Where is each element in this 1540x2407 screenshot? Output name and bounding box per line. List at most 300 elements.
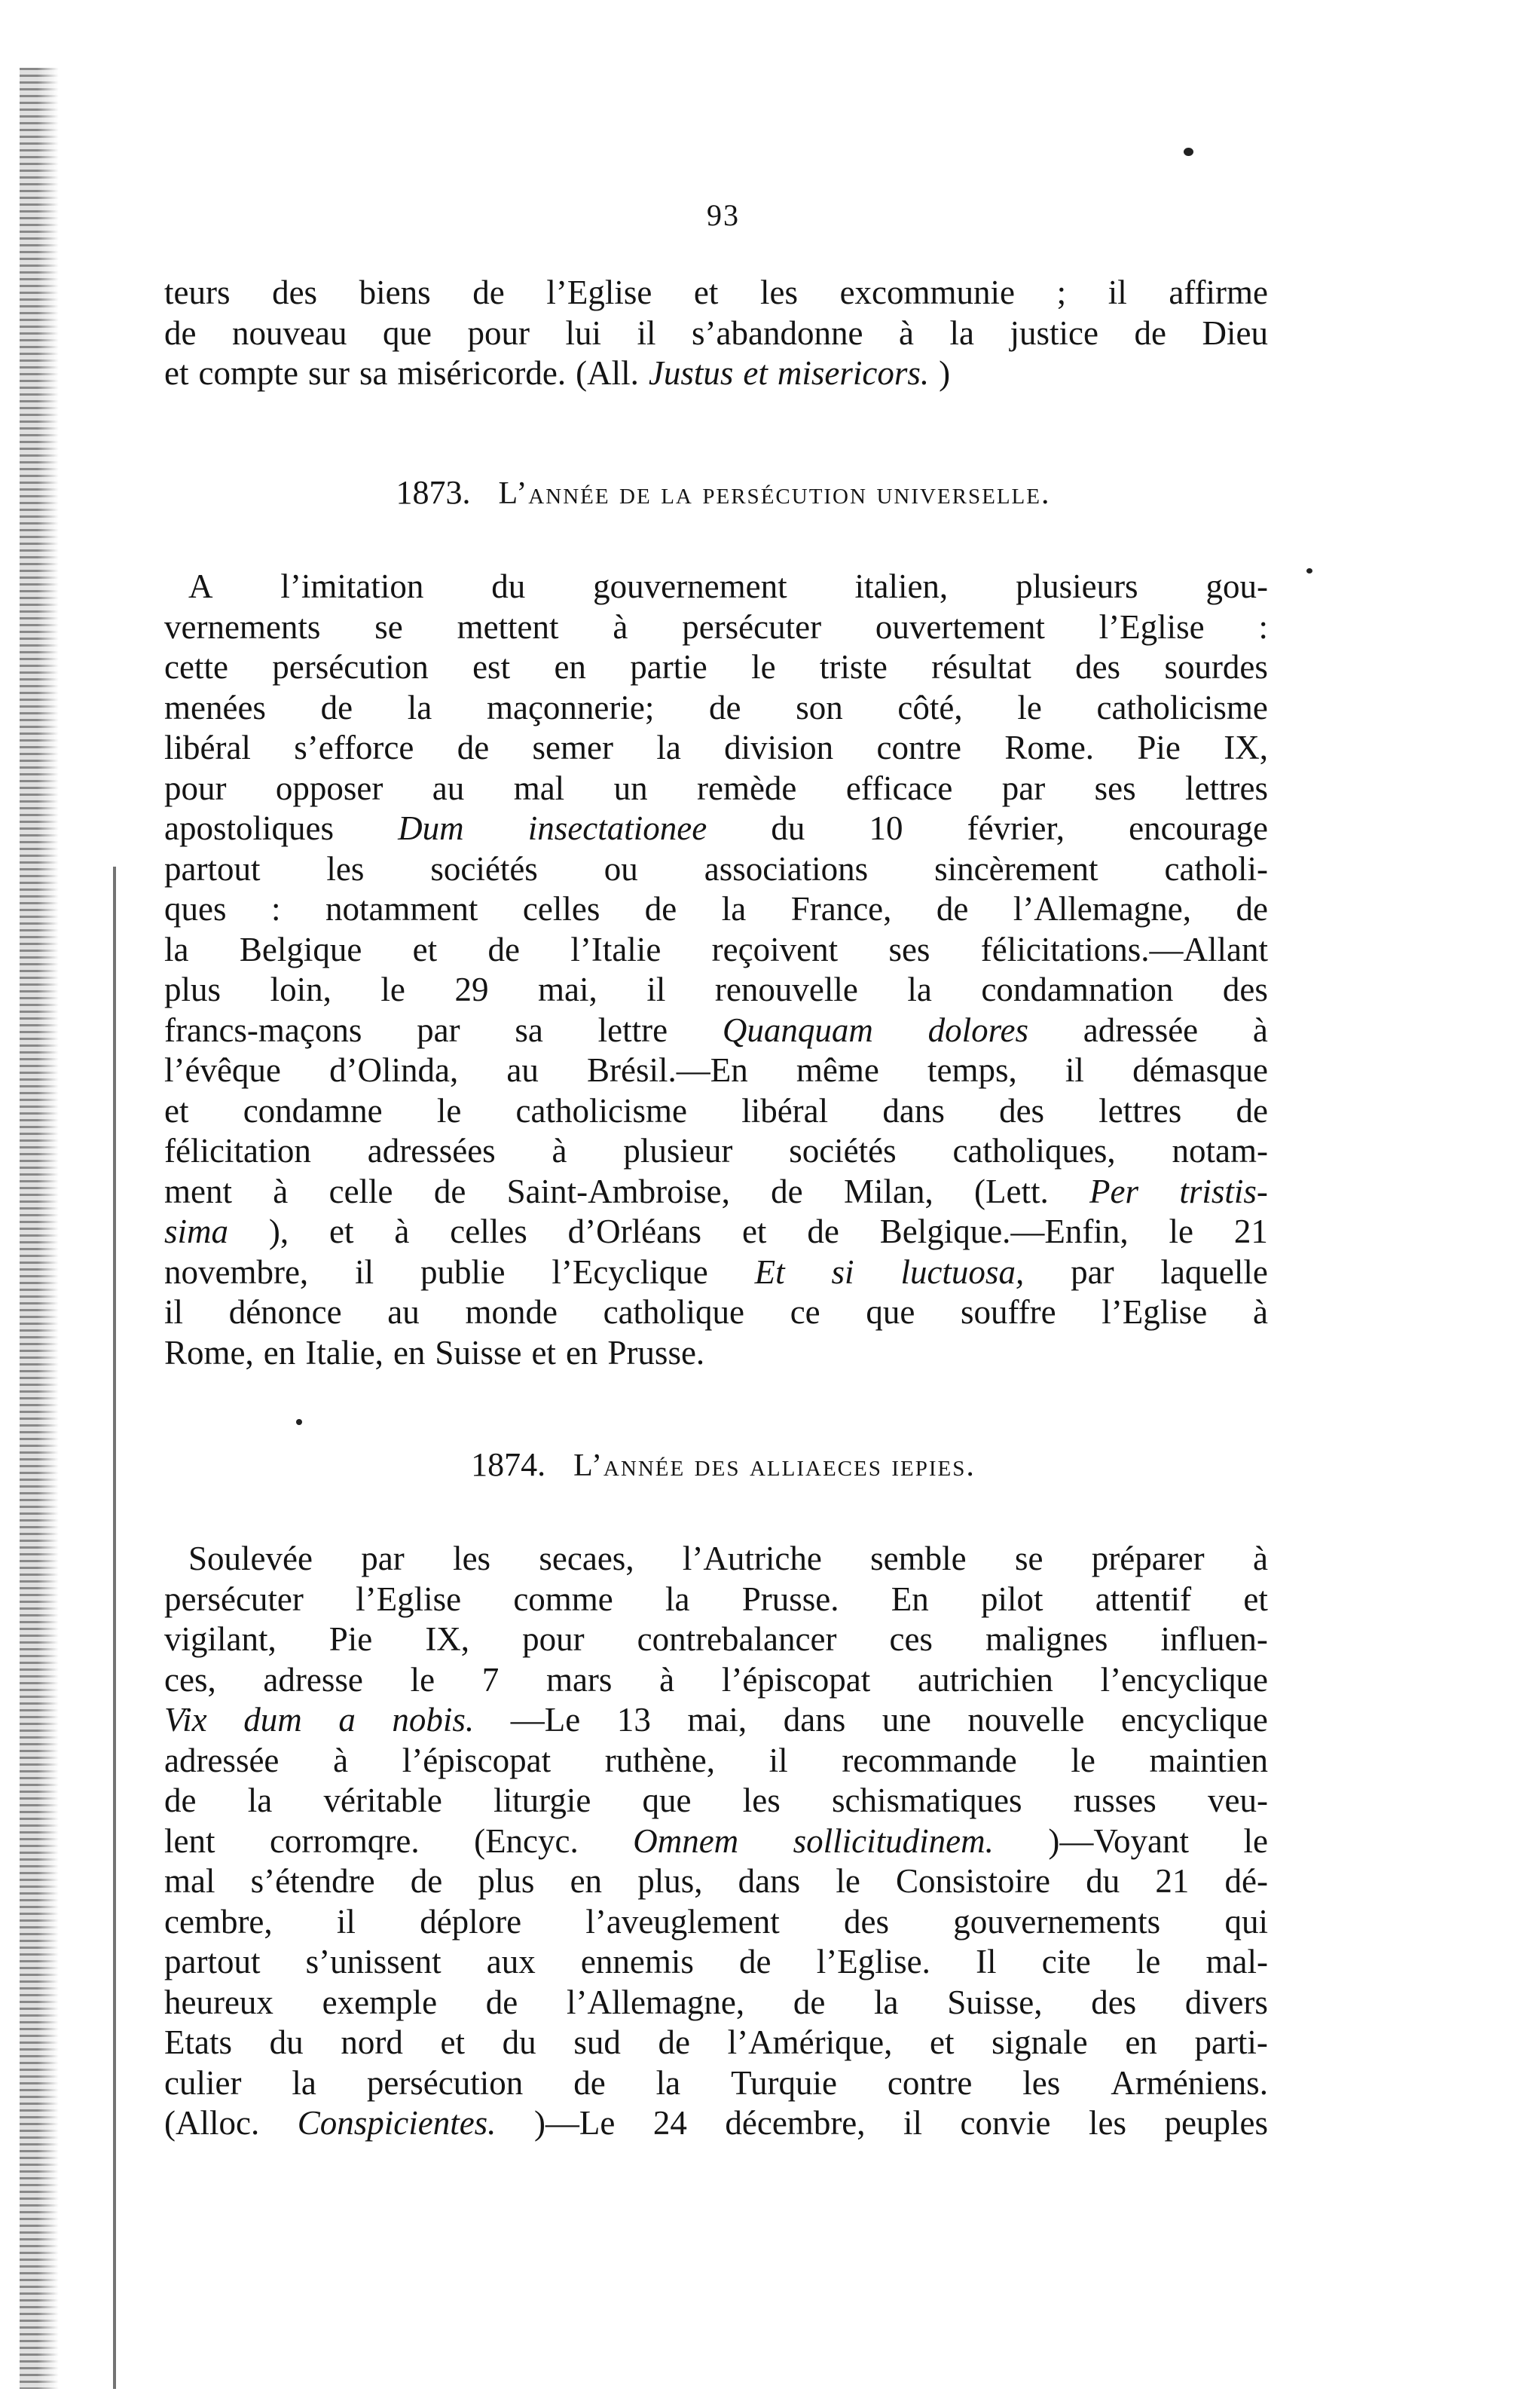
word: libéral [741,1091,829,1130]
word: Quanquam [722,1011,873,1049]
word: persécuter [164,1580,304,1618]
word: notamment [325,890,478,928]
word: en [393,1333,426,1372]
word: attentif [1095,1580,1192,1618]
word: novembre, [164,1252,309,1291]
word: 13 [616,1701,651,1739]
word: de [164,1782,197,1819]
word: les [453,1540,491,1577]
text-line [164,1580,1268,1620]
word: remède [696,769,797,807]
word: même [796,1051,879,1089]
word: : [1258,607,1268,646]
word: lettres [1098,1091,1182,1130]
word: gouvernement [593,567,787,605]
word: Vix [164,1701,207,1739]
word: à [613,607,628,646]
word: les [742,1782,781,1819]
word: aux [486,1943,536,1980]
section-title: L’année de la persécution universelle. [498,476,1051,511]
word: cite [1041,1943,1091,1980]
word: nobis. [392,1701,475,1739]
word: à [1252,1293,1268,1331]
word: de [644,890,677,928]
word: de [709,688,741,726]
word: la [949,313,974,352]
word: il [903,2104,923,2142]
word: lui [565,313,601,352]
word: Consistoire [896,1862,1051,1900]
text-line [164,889,1268,930]
word: et [329,1213,354,1250]
word: de [936,890,969,928]
word: compte [198,354,298,392]
word: heureux [164,1983,273,2021]
word: pilot [980,1580,1043,1618]
word: condamne [243,1091,383,1130]
word: le [1243,1821,1268,1860]
word: plusieur [623,1132,733,1170]
word: Dum [398,809,464,847]
word: Rome, [164,1333,254,1372]
word: gou- [1205,567,1268,605]
word: au [506,1051,539,1089]
word: Turquie [731,2063,837,2102]
word: mal- [1205,1943,1268,1980]
word: qui [1224,1902,1268,1941]
text-line [164,1861,1268,1902]
word: cembre, [164,1902,273,1941]
word: de [433,1172,466,1210]
word: mal [513,769,565,807]
word: ces, [164,1660,216,1699]
word: 21 [1155,1862,1190,1900]
word: de [739,1943,772,1980]
word: de [1236,1091,1268,1130]
word: il [1065,1051,1084,1089]
word: Suisse, [947,1983,1043,2021]
word: est [472,648,511,686]
word: et [412,930,438,968]
word: maçonnerie; [486,688,655,726]
word: contrebalancer [637,1620,837,1658]
word: et [741,1213,767,1250]
word: de [472,274,505,311]
word: maintien [1149,1741,1268,1779]
text-line [164,1131,1268,1172]
word: de [658,2023,690,2061]
text-line [164,849,1268,890]
word: préparer [1091,1540,1205,1577]
word: côté, [897,688,963,726]
word: dum [243,1701,302,1739]
word: Soulevée [188,1540,313,1577]
word: l’Eglise. [816,1943,930,1980]
word: partie [630,648,707,686]
word: mal [164,1862,215,1900]
word: décembre, [725,2104,866,2142]
word: l’Italie [570,930,662,968]
word: le [751,648,776,686]
word: il [768,1741,788,1779]
word: du [1086,1862,1120,1900]
word: l’Allemagne, [1013,890,1191,928]
word: ques [164,890,227,928]
word: Justus [648,354,734,392]
word: IX, [1224,729,1268,766]
word: Rome. [1004,729,1095,766]
word: de [573,2063,606,2102]
word: à [1253,1540,1268,1577]
section-paragraph-1874 [164,1539,1268,2144]
word: les [1089,2104,1126,2142]
word: de [771,1172,803,1210]
word: il [637,313,656,352]
word: vernements [164,607,321,646]
word: ces [889,1620,933,1658]
word: de [164,313,197,352]
word: France, [790,890,892,928]
word: notam- [1172,1132,1268,1170]
word: l’Eglise [1098,607,1205,646]
word: lettre [597,1011,668,1049]
word: Et [754,1252,785,1291]
word: à [273,1172,289,1210]
text-line [164,970,1268,1011]
word: celles [522,890,600,928]
word: catholicisme [1096,688,1268,726]
word: semble [870,1540,967,1577]
word: en [263,1333,296,1372]
word: laquelle [1160,1252,1268,1291]
word: Il [976,1943,997,1980]
word: 21 [1233,1213,1268,1250]
word: à [394,1213,410,1250]
text-line [164,2023,1268,2063]
word: l’Autriche [682,1540,822,1577]
word: s’étendre [250,1862,375,1900]
text-line [164,607,1268,648]
text-line [164,1741,1268,1782]
word: ) [939,354,951,392]
word: lettres [1185,769,1268,807]
word: Saint-Ambroise, [506,1172,730,1210]
word: ennemis [580,1943,694,1980]
word: à [659,1660,675,1699]
word: des [1222,971,1268,1008]
word: déplore [420,1902,522,1941]
text-line [164,647,1268,688]
word: —Le [510,1701,581,1739]
word: dé- [1224,1862,1268,1900]
word: influen- [1160,1620,1268,1658]
word: des [272,274,318,311]
word: la [656,729,681,766]
text-line [164,1252,1268,1293]
section-heading-1874 [0,1445,1447,1484]
word: se [374,607,403,646]
text-line [164,353,1268,394]
word: de [320,688,353,726]
word: l’Eglise [1102,1293,1208,1331]
word: semer [532,729,613,766]
word: du [771,809,805,847]
word: l’évêque [164,1051,281,1089]
word: loin, [270,971,332,1008]
word: adressées [367,1132,496,1170]
text-line [164,1983,1268,2023]
word: en [570,1862,603,1900]
word: ou [603,849,638,888]
word: a [338,1701,356,1739]
text-line [164,1700,1268,1741]
word: apostoliques [164,809,334,847]
word: dénonce [228,1293,342,1331]
word: la [874,1983,899,2021]
intro-paragraph [164,273,1268,394]
word: nouvelle [967,1701,1085,1739]
word: partout [164,849,261,888]
text-line [164,1011,1268,1051]
word: (Lett. [974,1172,1049,1210]
word: à [1252,1011,1268,1049]
word: une [882,1701,931,1739]
word: il [336,1902,356,1941]
word: celle [328,1172,393,1210]
word: l’Amérique, [727,2023,893,2061]
word: (All. [576,354,639,392]
text-line [164,1781,1268,1821]
word: 24 [652,2104,687,2142]
word: dans [882,1091,945,1130]
word: mai, [687,1701,747,1739]
word: félicitation [164,1132,311,1170]
word: par [1071,1252,1114,1291]
word: l’aveuglement [585,1902,780,1941]
word: souffre [960,1293,1056,1331]
word: par [1001,769,1046,807]
word: plus, [637,1862,703,1900]
word: février, [967,809,1065,847]
word: tristis- [1179,1172,1268,1210]
word: Belgique [239,930,362,968]
word: sur [307,354,350,392]
word: plus [478,1862,535,1900]
word: sincèrement [934,849,1098,888]
text-line [164,1942,1268,1983]
word: du [502,2023,536,2061]
word: triste [819,648,888,686]
text-line [164,313,1268,354]
word: convie [960,2104,1051,2142]
word: veu- [1208,1782,1268,1819]
word: la [247,1782,273,1819]
text-line [164,1091,1268,1132]
word: le [1135,1943,1161,1980]
text-line [164,688,1268,729]
word: encourage [1129,809,1268,847]
word: menées [164,688,266,726]
word: catholique [603,1293,745,1331]
word: culier [164,2063,242,2102]
word: et [930,2023,955,2061]
word: pour [467,313,530,352]
word: et [531,1333,556,1372]
word: sud [573,2023,621,2061]
word: peuples [1164,2104,1268,2142]
word: biens [359,274,431,311]
word: reçoivent [711,930,839,968]
word: un [613,769,648,807]
word: l’épiscopat [402,1741,552,1779]
word: Belgique.—Enfin, [879,1213,1129,1250]
word: persécution [366,2063,524,2102]
word: libéral [164,729,251,766]
word: le [410,1660,435,1699]
word: excommunie [839,274,1016,311]
word: Milan, [843,1172,933,1210]
word: se [1014,1540,1043,1577]
word: en [1125,2023,1157,2061]
word: 10 [869,809,903,847]
word: )—Voyant [1048,1821,1190,1860]
word: l’Eglise [356,1580,462,1618]
word: en [565,1333,598,1372]
word: catholi- [1164,849,1268,888]
word: dolores [927,1011,1028,1049]
ink-speck [1184,148,1193,156]
text-line [164,930,1268,971]
word: divers [1184,1983,1268,2021]
word: il [1108,274,1127,311]
section-year: 1874. [471,1446,546,1483]
word: la [721,890,747,928]
word: le [836,1862,860,1900]
word: son [796,688,843,726]
word: le [1169,1213,1194,1250]
word: au [387,1293,420,1331]
word: misericors. [777,354,930,392]
word: et [1243,1580,1268,1618]
word: dans [738,1862,801,1900]
word: contre [887,2063,973,2102]
word: gouvernements [953,1902,1161,1941]
word: des [1075,648,1121,686]
word: celles [450,1213,527,1250]
page-binding-edge [20,68,59,2389]
word: temps, [927,1051,1017,1089]
text-line [164,1539,1268,1580]
word: efficace [845,769,953,807]
word: que [642,1782,692,1819]
word: nord [341,2023,403,2061]
word: mai, [538,971,597,1008]
word: sa [515,1011,543,1049]
word: sociétés [430,849,538,888]
word: sourdes [1164,648,1268,686]
word: des [999,1091,1045,1130]
word: pour [522,1620,585,1658]
word: adresse [263,1660,363,1699]
word: si [831,1252,854,1291]
word: à [898,313,914,352]
word: de [487,930,520,968]
word: )—Le [533,2104,616,2142]
text-line [164,809,1268,849]
word: l’Eglise [546,274,652,311]
word: A [188,567,213,605]
word: en [554,648,586,686]
word: Dieu [1202,313,1268,352]
word: monde [465,1293,558,1331]
word: publie [420,1252,506,1291]
word: miséricorde. [397,354,567,392]
word: dans [783,1701,846,1739]
word: renouvelle [714,971,858,1008]
word: 29 [454,971,489,1008]
word: s’unissent [305,1943,442,1980]
word: partout [164,1943,261,1980]
word: par [361,1540,405,1577]
word: il [355,1252,374,1291]
word: italien, [854,567,949,605]
word: à [333,1741,349,1779]
word: s’abandonne [692,313,863,352]
word: teurs [164,274,231,311]
word: les [1022,2063,1061,2102]
word: de [1236,890,1268,928]
word: d’Olinda, [329,1051,459,1089]
word: par [417,1011,460,1049]
word: le [380,971,405,1008]
word: sollicitudinem. [793,1821,994,1860]
word: la [665,1580,690,1618]
word: plus [164,971,222,1008]
word: de [457,729,490,766]
word: sa [359,354,388,392]
word: nouveau [232,313,347,352]
word: les [326,849,365,888]
word: plusieurs [1016,567,1138,605]
word: opposer [275,769,383,807]
text-line [164,1172,1268,1213]
word: pour [164,769,227,807]
word: ce [790,1293,820,1331]
word: à [552,1132,567,1170]
word: et [743,354,768,392]
text-line [164,1212,1268,1252]
text-line [164,273,1268,313]
text-line [164,1619,1268,1660]
word: sima [164,1213,229,1250]
word: schismatiques [832,1782,1022,1819]
page-gutter-line [113,867,116,2389]
word: le [436,1091,462,1130]
word: au [432,769,465,807]
word: de [807,1213,839,1250]
section-heading-1873 [0,473,1447,512]
word: (Alloc. [164,2104,260,2142]
word: vigilant, [164,1620,277,1658]
text-line [164,728,1268,769]
word: (Encyc. [474,1821,579,1860]
word: Suisse [435,1333,522,1372]
text-line [164,1292,1268,1333]
word: IX, [425,1620,470,1658]
text-line [164,2063,1268,2104]
word: division [724,729,834,766]
word: liturgie [493,1782,591,1819]
